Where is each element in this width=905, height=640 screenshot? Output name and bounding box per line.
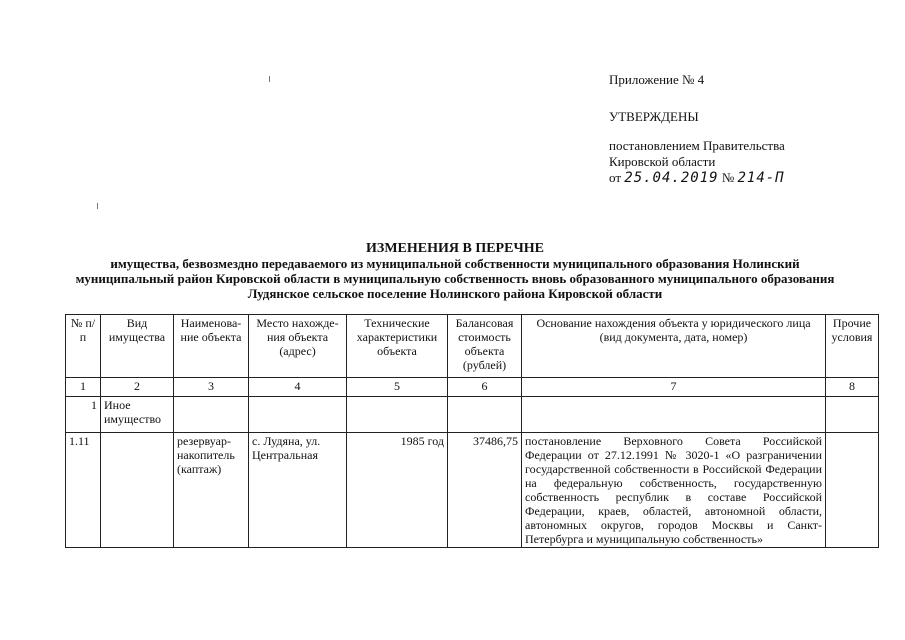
header-cell-basis: Основание нахождения объекта у юридического лица (вид документа, дата, номер)	[522, 315, 826, 378]
col-number: 7	[522, 378, 826, 397]
scan-speck	[97, 203, 98, 209]
col-number: 2	[101, 378, 174, 397]
row-cost: 37486,75	[448, 433, 522, 548]
title-line-2: муниципальный район Кировской области в муниципальную собственность вновь образованного муниципального образования	[75, 271, 835, 286]
empty-cell	[448, 397, 522, 433]
title-line-1: имущества, безвозмездно передаваемого из муниципальной собственности муниципального образования Нолинский	[110, 256, 800, 271]
title-line-3: Лудянское сельское поселение Нолинского района Кировской области	[247, 286, 663, 301]
appendix-label: Приложение № 4	[609, 72, 705, 87]
row-tech: 1985 год	[347, 433, 448, 548]
property-table	[65, 314, 879, 548]
col-number: 3	[174, 378, 249, 397]
row-other	[826, 433, 879, 548]
col-number: 4	[249, 378, 347, 397]
approved-label: УТВЕРЖДЕНЫ	[609, 109, 699, 124]
row-type: Иное имущество	[101, 397, 174, 433]
empty-cell	[522, 397, 826, 433]
row-name: резервуар-накопитель (каптаж)	[174, 433, 249, 548]
header-cell-number: № п/п	[66, 315, 101, 378]
row-type	[101, 433, 174, 548]
table-header-row	[66, 315, 879, 378]
header-cell-other: Прочие условия	[826, 315, 879, 378]
header-cell-tech: Технические характеристики объекта	[347, 315, 448, 378]
decree-line-2: Кировской области	[609, 154, 716, 169]
row-address: с. Лудяна, ул. Центральная	[249, 433, 347, 548]
empty-cell	[174, 397, 249, 433]
header-cell-type: Вид имущества	[101, 315, 174, 378]
table-row	[66, 433, 879, 548]
row-number: 1	[66, 397, 101, 433]
row-basis: постановление Верховного Совета Российской Федерации от 27.12.1991 № 3020-1 «О разграничении государственной собственности в Российской Федерации на федеральную собственность, государственную собственность республик в составе Российской Федерации, краев, областей, автономной области, автономных округов, городов Москвы и Санкт-Петербурга и муниципальную собственность»	[522, 433, 826, 548]
title-main: ИЗМЕНЕНИЯ В ПЕРЕЧНЕ	[366, 241, 544, 256]
col-number: 6	[448, 378, 522, 397]
col-number: 1	[66, 378, 101, 397]
column-number-row	[66, 378, 879, 397]
table-row	[66, 397, 879, 433]
empty-cell	[249, 397, 347, 433]
header-cell-name: Наименова-ние объекта	[174, 315, 249, 378]
empty-cell	[347, 397, 448, 433]
decree-date-line	[609, 170, 785, 186]
decree-line-1: постановлением Правительства	[609, 138, 785, 153]
header-cell-cost: Балансовая стоимость объекта (рублей)	[448, 315, 522, 378]
empty-cell	[826, 397, 879, 433]
number-prefix: №	[721, 170, 735, 185]
col-number: 8	[826, 378, 879, 397]
header-cell-address: Место нахожде-ния объекта (адрес)	[249, 315, 347, 378]
handwritten-date: 25.04.2019	[624, 170, 719, 186]
col-number: 5	[347, 378, 448, 397]
from-prefix: от	[609, 170, 622, 185]
row-number: 1.11	[66, 433, 101, 548]
scan-speck	[269, 76, 270, 82]
handwritten-number: 214-П	[737, 170, 785, 186]
document-title	[60, 241, 850, 301]
approval-header	[609, 72, 785, 186]
